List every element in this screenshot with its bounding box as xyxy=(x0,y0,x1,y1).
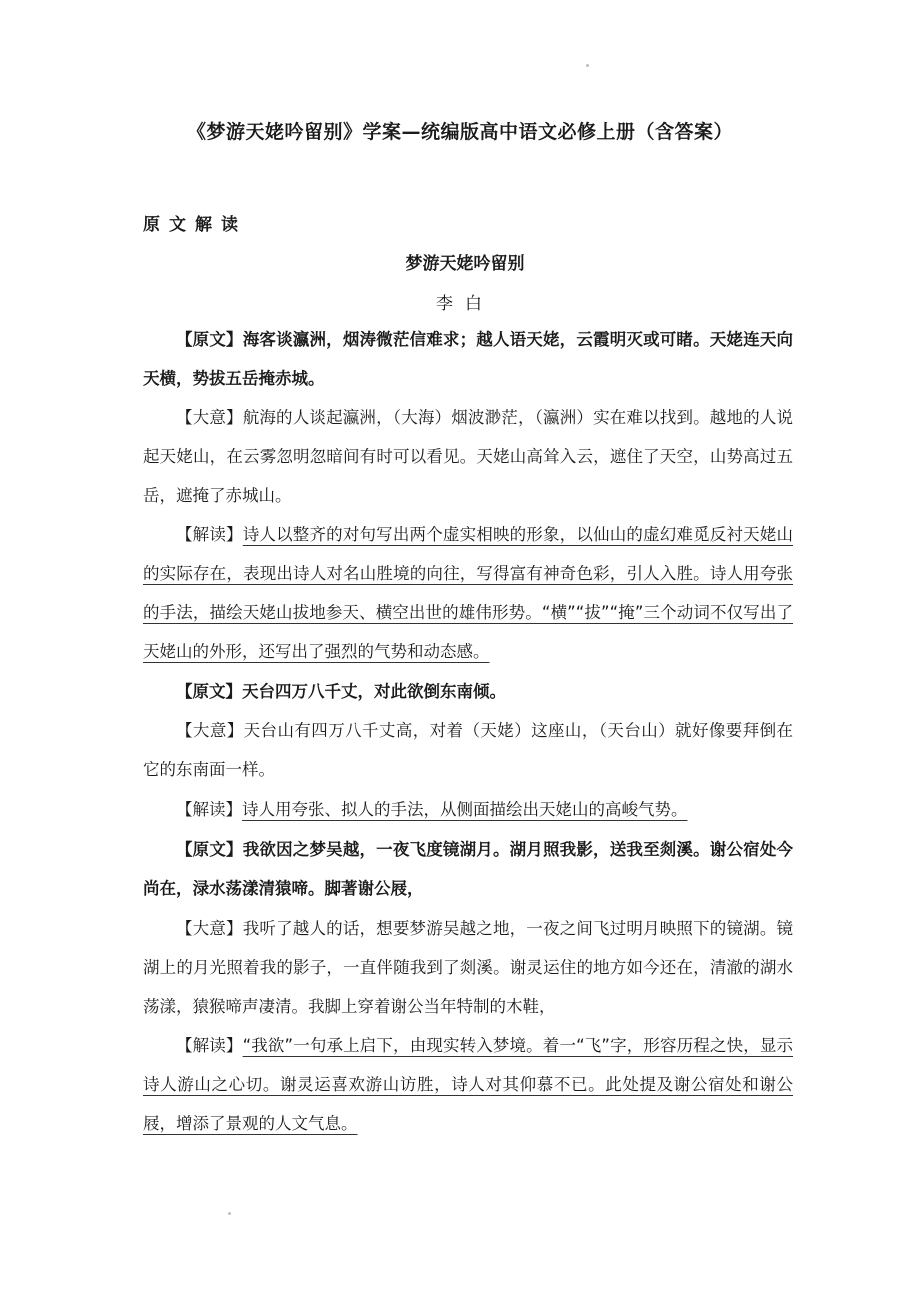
meaning-paragraph-1 xyxy=(143,398,793,515)
meaning-paragraph-3 xyxy=(143,909,793,1026)
section-heading: 原文解读 xyxy=(143,215,247,235)
poem-author: 李白 xyxy=(436,294,494,314)
analysis-paragraph-3 xyxy=(143,1026,793,1143)
analysis-text-3: “我欲”一句承上启下，由现实转入梦境。着一“飞”字，形容历程之快，显示诗人游山之心切。谢灵运喜欢游山访胜，诗人对其仰慕不已。此处提及谢公宿处和谢公屐，增添了景观的人文气息。 xyxy=(143,1036,793,1133)
document-title: 《梦游天姥吟留别》学案—统编版高中语文必修上册（含答案） xyxy=(186,121,733,143)
meaning-text-3: 我听了越人的话，想要梦游吴越之地，一夜之间飞过明月映照下的镜湖。镜湖上的月光照着我的影子，一直伴随我到了剡溪。谢灵运住的地方如今还在，清澈的湖水荡漾，猿猴啼声凄清。我脚上穿着谢公当年特制的木鞋， xyxy=(143,919,794,1016)
poem-title: 梦游天姥吟留别 xyxy=(405,254,525,274)
original-paragraph-2 xyxy=(143,672,793,711)
meaning-label: 【大意】 xyxy=(176,408,243,427)
original-label: 【原文】 xyxy=(176,840,243,859)
original-label: 【原文】 xyxy=(176,330,243,349)
original-text-1: 海客谈瀛洲，烟涛微茫信难求；越人语天姥，云霞明灭或可睹。天姥连天向天横，势拔五岳掩赤城。 xyxy=(143,330,794,388)
original-text-3: 我欲因之梦吴越，一夜飞度镜湖月。湖月照我影，送我至剡溪。谢公宿处今尚在，渌水荡漾清猿啼。脚著谢公屐， xyxy=(143,840,794,898)
analysis-paragraph-2 xyxy=(143,790,793,829)
bottom-dot xyxy=(228,1212,231,1215)
analysis-text-2: 诗人用夸张、拟人的手法，从侧面描绘出天姥山的高峻气势。 xyxy=(242,800,688,819)
analysis-paragraph-1 xyxy=(143,515,793,671)
top-dot xyxy=(586,64,589,67)
original-text-2: 天台四万八千丈，对此欲倒东南倾。 xyxy=(242,682,506,701)
meaning-text-2: 天台山有四万八千丈高，对着（天姥）这座山，（天台山）就好像要拜倒在它的东南面一样。 xyxy=(143,721,794,779)
meaning-label: 【大意】 xyxy=(176,919,243,938)
analysis-label: 【解读】 xyxy=(176,800,242,819)
original-paragraph-1 xyxy=(143,320,793,398)
meaning-paragraph-2 xyxy=(143,711,793,789)
analysis-label: 【解读】 xyxy=(176,1036,243,1055)
meaning-text-1: 航海的人谈起瀛洲，（大海）烟波渺茫，（瀛洲）实在难以找到。越地的人说起天姥山，在云雾忽明忽暗间有时可以看见。天姥山高耸入云，遮住了天空，山势高过五岳，遮掩了赤城山。 xyxy=(143,408,794,505)
analysis-label: 【解读】 xyxy=(176,525,243,544)
original-label: 【原文】 xyxy=(176,682,242,701)
analysis-text-1: 诗人以整齐的对句写出两个虚实相映的形象，以仙山的虚幻难觅反衬天姥山的实际存在，表现出诗人对名山胜境的向往，写得富有神奇色彩，引人入胜。诗人用夸张的手法，描绘天姥山拔地参天、横空出世的雄伟形势。“横”“拔”“掩”三个动词不仅写出了天姥山的外形，还写出了强烈的气势和动态感。 xyxy=(143,525,794,661)
meaning-label: 【大意】 xyxy=(176,721,244,740)
original-paragraph-3 xyxy=(143,830,793,908)
